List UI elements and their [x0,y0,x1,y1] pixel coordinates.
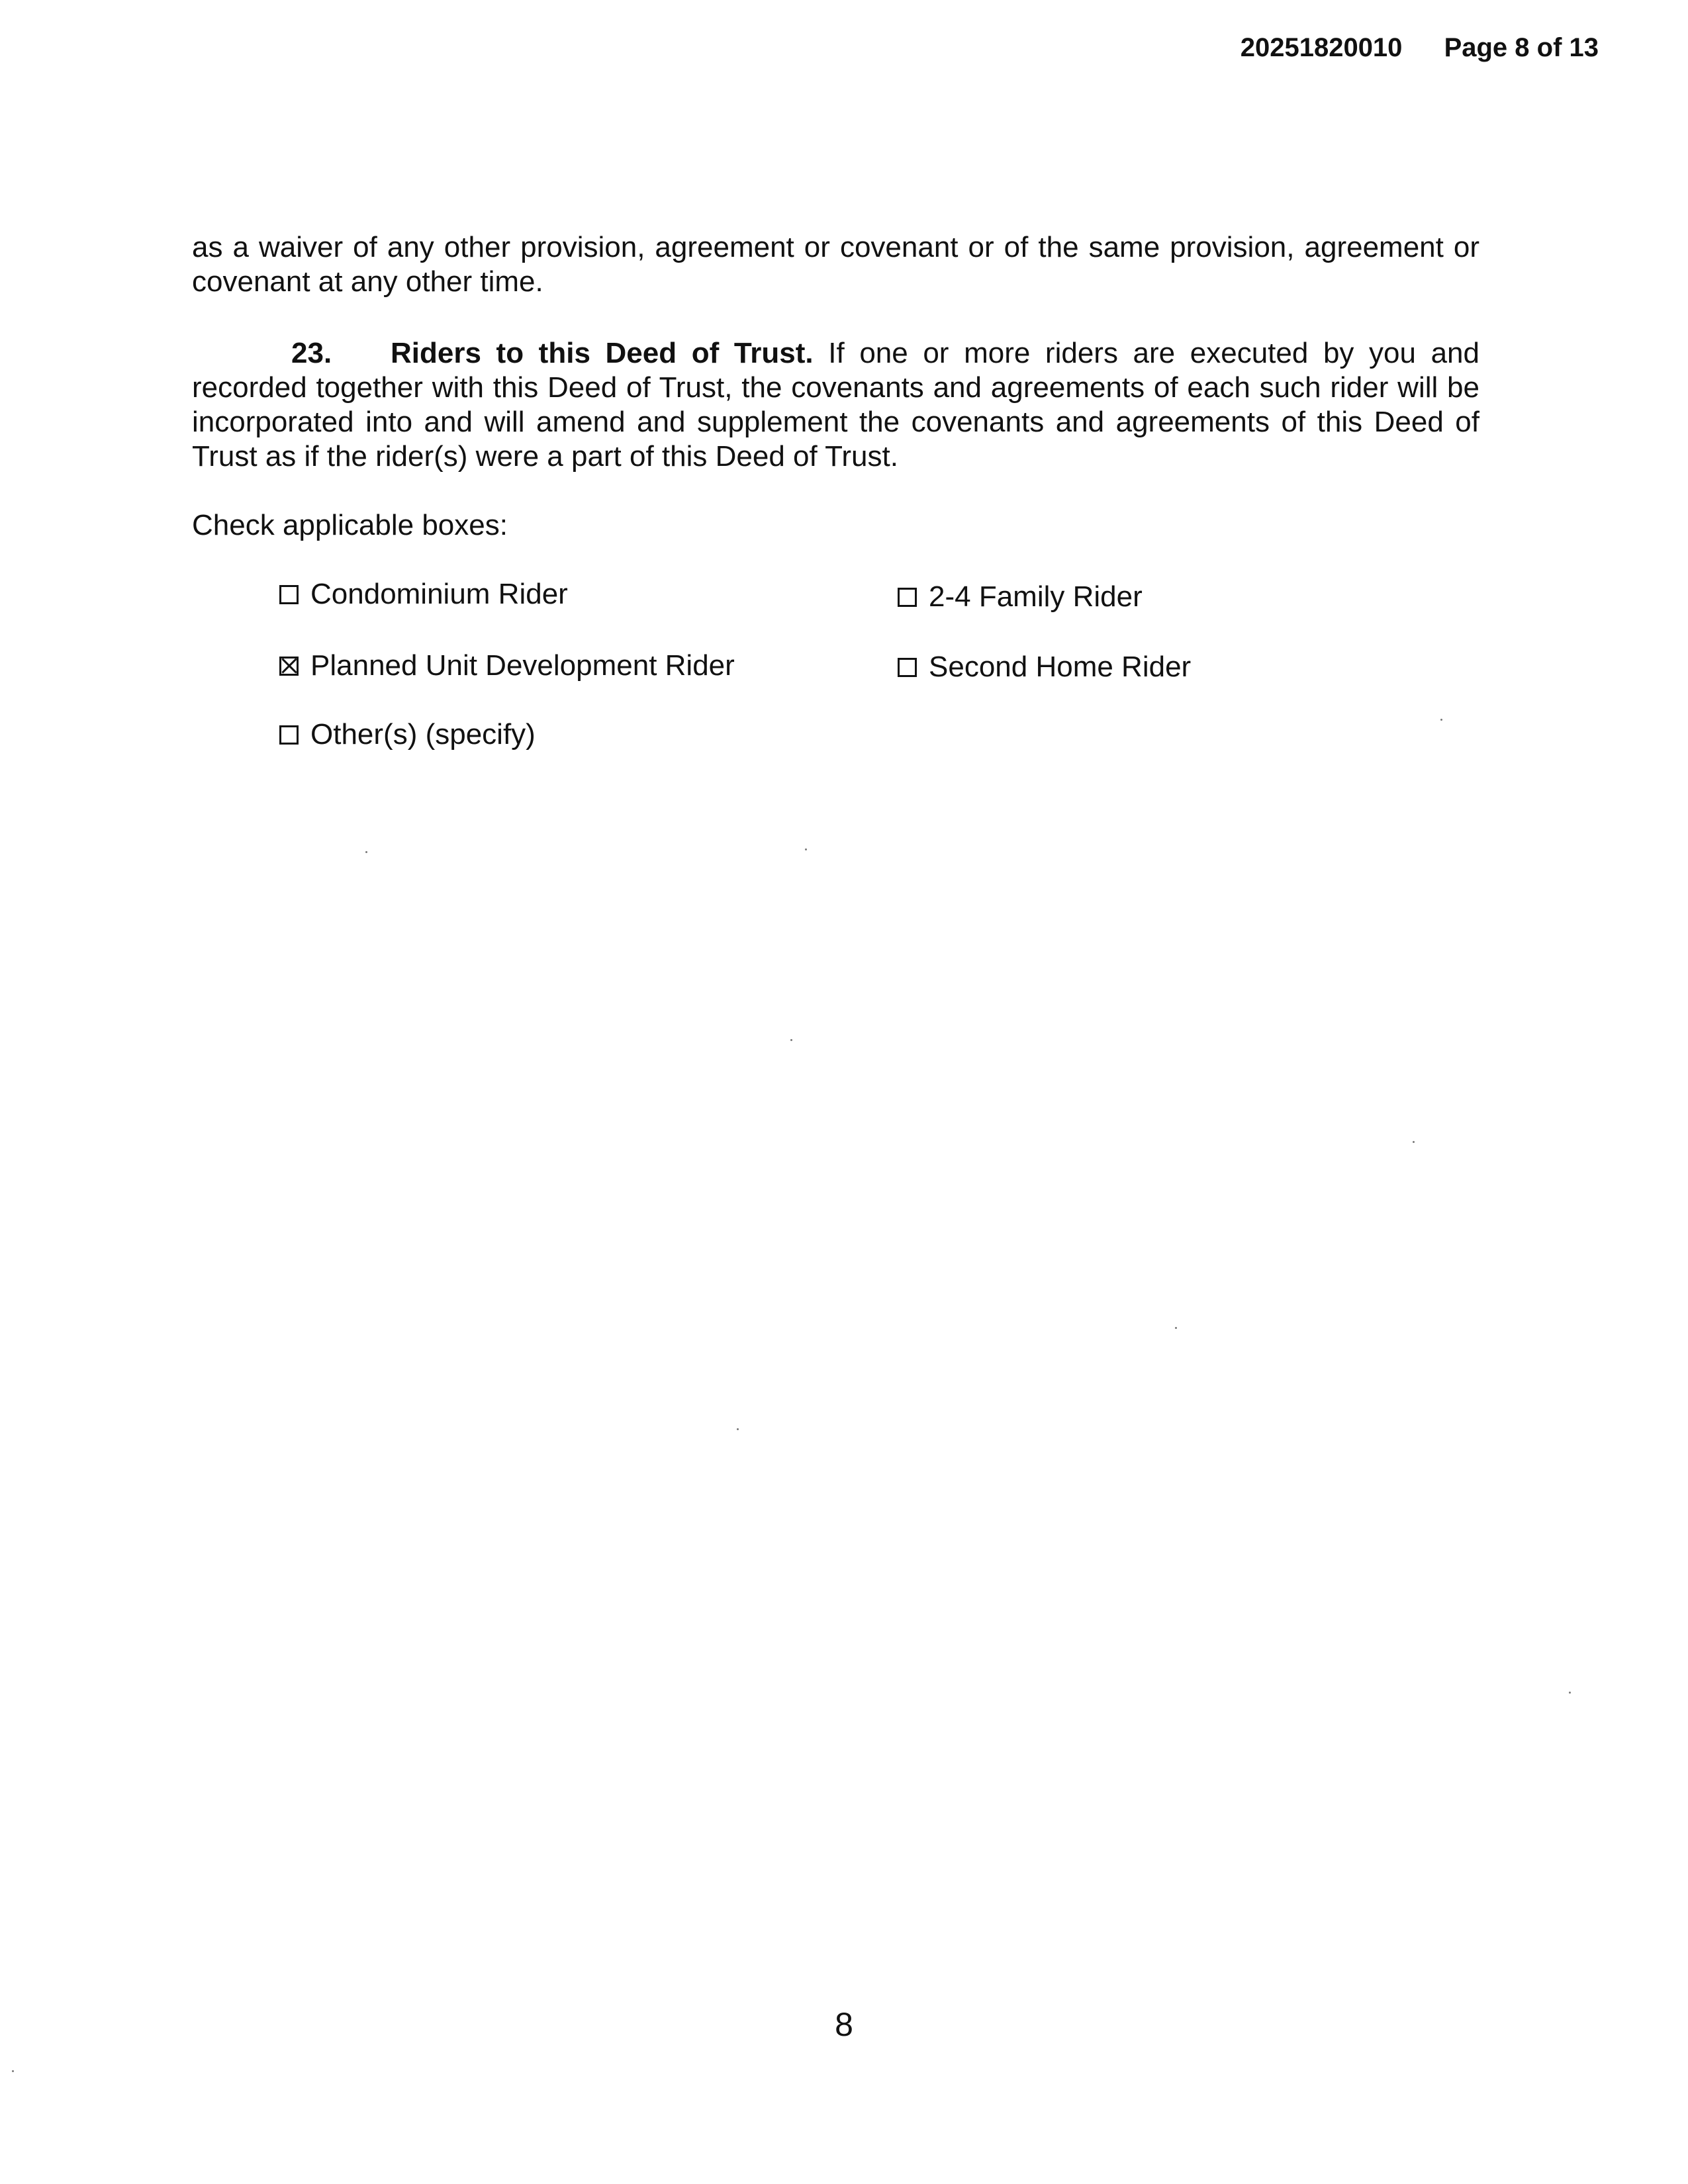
page-number: 8 [835,2006,853,2043]
scan-speck [790,1039,792,1041]
continued-paragraph: as a waiver of any other provision, agreement or covenant or of the same provision, agreement or covenant at any other time. [192,231,1479,298]
checkbox-icon[interactable] [898,588,917,607]
scan-speck [12,2070,14,2072]
rider-option-second-home[interactable] [898,650,1191,684]
scan-speck [737,1428,739,1430]
scan-speck [1413,1141,1415,1143]
scan-speck [1175,1327,1177,1329]
checkbox-icon[interactable] [279,725,299,745]
checkbox-checked-icon[interactable] [279,657,299,676]
rider-label: Other(s) (specify) [310,718,536,751]
scan-speck [1569,1692,1571,1694]
scan-speck [365,851,367,853]
section-number: 23. [291,337,332,369]
rider-label: Planned Unit Development Rider [310,649,735,682]
rider-label: Second Home Rider [929,651,1192,683]
scan-speck [805,848,807,850]
rider-label: Condominium Rider [310,578,568,610]
check-boxes-label: Check applicable boxes: [192,509,508,541]
section-heading: Riders to this Deed of Trust. [391,337,814,369]
rider-option-planned-unit-development[interactable] [279,649,735,683]
rider-option-condominium[interactable] [279,577,568,612]
checkbox-icon[interactable] [279,585,299,604]
rider-option-others[interactable] [279,717,536,752]
checkbox-icon[interactable] [898,658,917,677]
rider-option-2-4-family[interactable] [898,580,1143,614]
page-indicator: Page 8 of 13 [1444,33,1599,62]
scan-speck [1440,719,1442,721]
rider-label: 2-4 Family Rider [929,580,1143,613]
page-header [1241,33,1599,63]
document-number: 20251820010 [1240,33,1403,62]
section-body: If one or more riders are executed by you and recorded together with this Deed of Trust, the covenants and agreements of each such rider will be incorporated into and will amend and supplement the covenants and agreements of this Deed of Trust as if the rider(s) were a part of this Deed of Trust. [192,337,1479,473]
section-23-paragraph [192,336,1479,474]
